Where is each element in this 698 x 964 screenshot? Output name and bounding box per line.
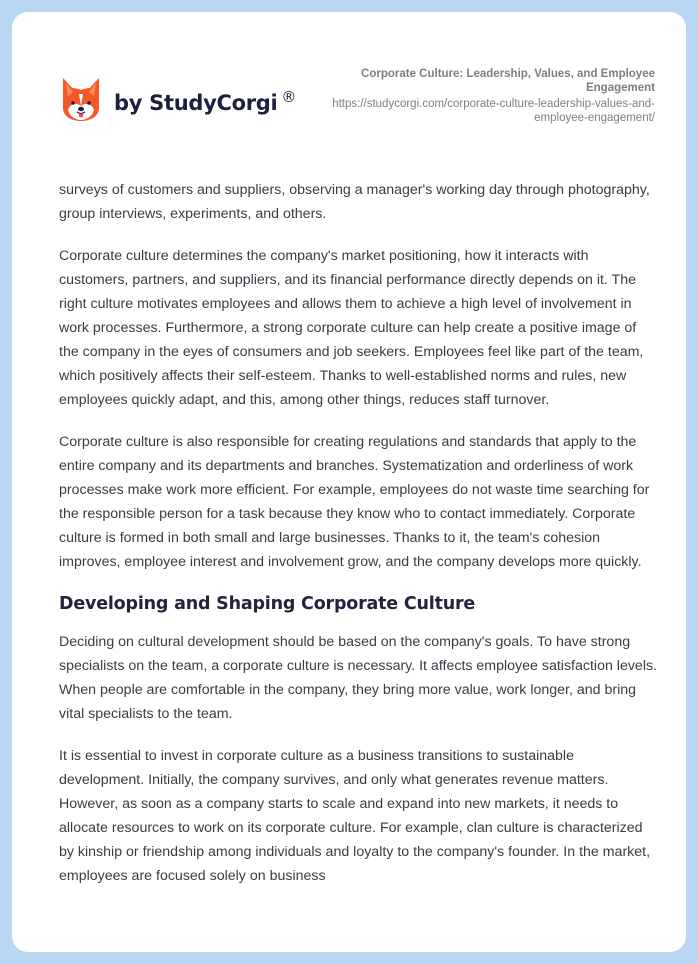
document-meta bbox=[315, 67, 655, 125]
studycorgi-logo[interactable] bbox=[60, 76, 296, 122]
registered-mark: ® bbox=[281, 88, 297, 106]
document-card bbox=[12, 12, 686, 952]
paragraph: Corporate culture determines the company's market positioning, how it interacts with customers, partners, and suppliers, and its financial performance directly depends on it. The right culture motivates employees and allows them to achieve a high level of involvement in work processes. Furthermore, a strong corporate culture can help create a positive image of the company in the eyes of consumers and job seekers. Employees feel like part of the team, which positively affects their self-esteem. Thanks to well-established norms and rules, new employees quickly adapt, and this, among other things, reduces staff turnover. bbox=[59, 248, 644, 408]
document-url[interactable]: https://studycorgi.com/corporate-culture-leadership-values-and-employee-engagement/ bbox=[332, 98, 655, 124]
document-header bbox=[12, 12, 686, 162]
article-body bbox=[59, 178, 659, 906]
paragraph: Deciding on cultural development should be based on the company's goals. To have strong specialists on the team, a corporate culture is necessary. It affects employee satisfaction levels. When people are comfortable in the company, they bring more value, work longer, and bring vital specialists to the team. bbox=[59, 634, 658, 722]
paragraph: It is essential to invest in corporate culture as a business transitions to sustainable development. Initially, the company survives, and only what generates revenue matters. However, as soon as a company starts to scale and expand into new markets, it needs to allocate resources to work on its corporate culture. For example, clan culture is characterized by kinship or friendship among individuals and loyalty to the company's founder. In the market, employees are focused solely on business bbox=[59, 748, 651, 884]
document-title: Corporate Culture: Leadership, Values, and Employee Engagement bbox=[361, 68, 655, 94]
paragraph: Corporate culture is also responsible for creating regulations and standards that apply to the entire company and its departments and branches. Systematization and orderliness of work processes make work more efficient. For example, employees do not waste time searching for the responsible person for a task because they know who to contact immediately. Corporate culture is formed in both small and large businesses. Thanks to it, the team's cohesion improves, employee interest and involvement grow, and the company develops more quickly. bbox=[59, 434, 650, 570]
paragraph: surveys of customers and suppliers, observing a manager's working day through photography, group interviews, experiments, and others. bbox=[59, 182, 650, 222]
brand-name-text: by StudyCorgi bbox=[114, 91, 278, 115]
brand-name bbox=[114, 88, 297, 115]
section-heading: Developing and Shaping Corporate Culture bbox=[59, 594, 476, 614]
corgi-icon bbox=[60, 76, 102, 122]
